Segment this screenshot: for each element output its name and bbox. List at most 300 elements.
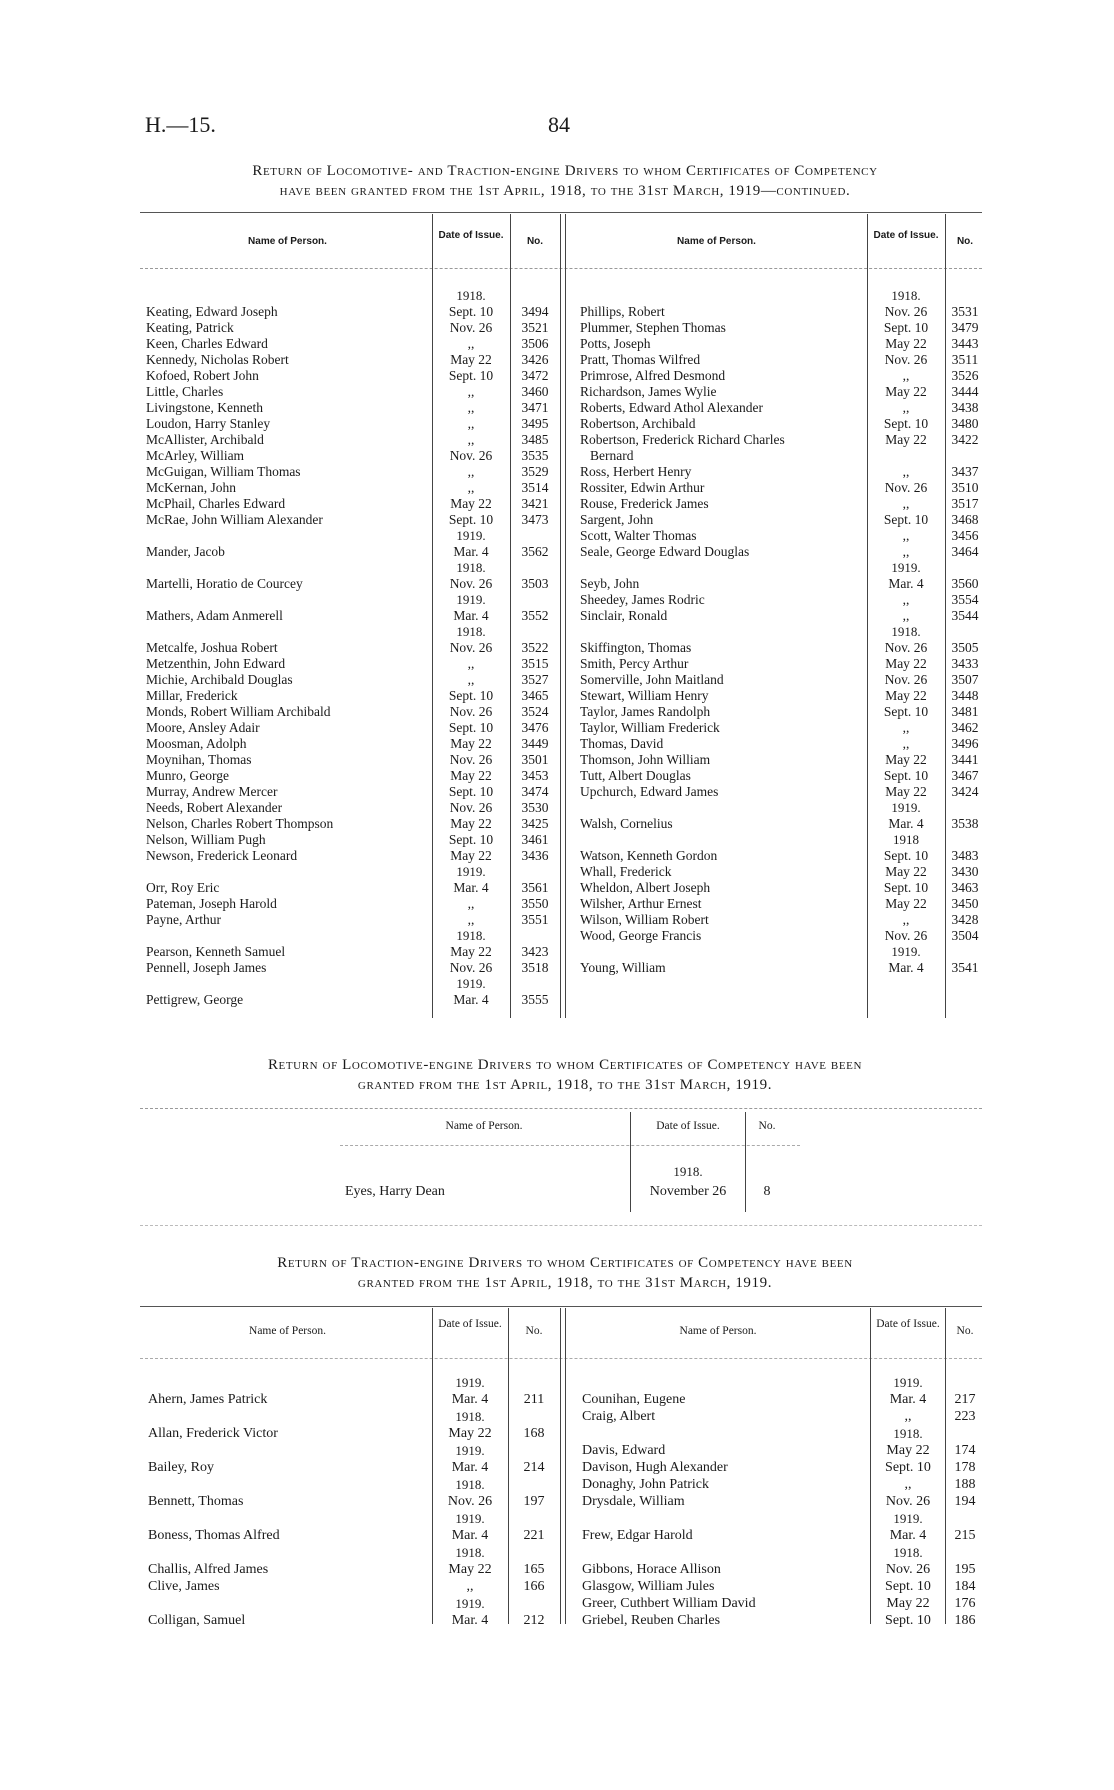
document-reference: H.—15.	[145, 112, 216, 137]
table-row	[580, 400, 985, 416]
table-row	[146, 736, 558, 752]
year-row	[345, 1162, 795, 1182]
issue-date: Mar. 4	[888, 816, 924, 831]
section2-rows	[345, 1162, 795, 1202]
person-name: Robertson, Frederick Richard Charles	[580, 432, 785, 447]
issue-date: Nov. 26	[885, 1562, 931, 1577]
person-name: Seyb, John	[580, 576, 640, 591]
person-name: Martelli, Horatio de Courcey	[146, 576, 303, 591]
person-name: Wilsher, Arthur Ernest	[580, 896, 702, 911]
certificate-number: 176	[954, 1596, 976, 1611]
certificate-number: 215	[954, 1528, 976, 1543]
section3-top-rule	[140, 1306, 982, 1307]
issue-date: May 22	[885, 336, 927, 351]
issue-date: 1919.	[891, 944, 921, 959]
person-name: Wood, George Francis	[580, 928, 702, 943]
table-row	[580, 528, 985, 544]
section2-title-line2: granted from the 1st April, 1918, to the 31st March, 1919.	[357, 1077, 773, 1093]
year-row	[582, 1544, 985, 1561]
certificate-number: 3550	[521, 896, 549, 911]
person-name: Mander, Jacob	[146, 544, 225, 559]
issue-date: Sept. 10	[883, 880, 929, 895]
table-row	[582, 1561, 985, 1578]
certificate-number: 3463	[951, 880, 979, 895]
person-name: Munro, George	[146, 768, 229, 783]
certificate-number: 3462	[951, 720, 979, 735]
certificate-number: 3494	[521, 304, 549, 319]
issue-date: ,,	[902, 912, 910, 927]
certificate-number: 3514	[521, 480, 549, 495]
issue-date: ,,	[902, 464, 910, 479]
table-row	[146, 448, 558, 464]
person-name: Gibbons, Horace Allison	[582, 1562, 721, 1577]
person-name: Counihan, Eugene	[582, 1392, 686, 1407]
table-row	[148, 1391, 558, 1408]
person-name: Somerville, John Maitland	[580, 672, 724, 687]
certificate-number: 3444	[951, 384, 979, 399]
issue-date: ,,	[467, 432, 475, 447]
person-name: Pratt, Thomas Wilfred	[580, 352, 701, 367]
table-row	[580, 464, 985, 480]
year-row	[580, 560, 985, 576]
person-name: Sinclair, Ronald	[580, 608, 668, 623]
person-name: Frew, Edgar Harold	[582, 1528, 693, 1543]
person-name: Pateman, Joseph Harold	[146, 896, 277, 911]
certificate-number: 3555	[521, 992, 549, 1007]
person-name: Tutt, Albert Douglas	[580, 768, 691, 783]
person-name: Seale, George Edward Douglas	[580, 544, 750, 559]
certificate-number: 3460	[521, 384, 549, 399]
table-row	[580, 704, 985, 720]
person-name: Moosman, Adolph	[146, 736, 247, 751]
person-name: Pettigrew, George	[146, 992, 244, 1007]
certificate-number: 3437	[951, 464, 979, 479]
table-row	[582, 1578, 985, 1595]
column-header-date: Date of Issue.	[656, 1120, 720, 1132]
table-row	[580, 752, 985, 768]
certificate-number: 3461	[521, 832, 549, 847]
certificate-number: 3526	[951, 368, 979, 383]
person-name: Walsh, Cornelius	[580, 816, 673, 831]
certificate-number: 3485	[521, 432, 549, 447]
person-name: Greer, Cuthbert William David	[582, 1596, 756, 1611]
certificate-number: 3522	[521, 640, 549, 655]
certificate-number: 194	[954, 1494, 976, 1509]
table-row	[146, 784, 558, 800]
issue-date: ,,	[467, 336, 475, 351]
issue-date: 1918.	[893, 1545, 923, 1560]
table-row	[580, 544, 985, 560]
person-name: McKernan, John	[146, 480, 236, 495]
issue-date: Nov. 26	[449, 576, 493, 591]
issue-date: Sept. 10	[448, 368, 494, 383]
certificate-number: 3467	[951, 768, 979, 783]
person-name: Challis, Alfred James	[148, 1562, 269, 1577]
certificate-number: 3505	[951, 640, 979, 655]
issue-date: Nov. 26	[885, 1494, 931, 1509]
issue-date: Sept. 10	[885, 1579, 931, 1594]
issue-date: Sept. 10	[448, 720, 494, 735]
issue-date: ,,	[467, 656, 475, 671]
issue-date: Sept. 10	[883, 512, 929, 527]
table-row	[580, 304, 985, 320]
year-row	[148, 1544, 558, 1561]
person-name: McAllister, Archibald	[146, 432, 264, 447]
table-row	[146, 368, 558, 384]
certificate-number: 3538	[951, 816, 979, 831]
issue-date: 1918	[893, 832, 919, 847]
certificate-number: 3449	[521, 736, 549, 751]
issue-date: Sept. 10	[448, 688, 494, 703]
table-row	[582, 1408, 985, 1425]
person-name: Craig, Albert	[582, 1409, 656, 1424]
certificate-number: 178	[954, 1460, 976, 1475]
certificate-number: 212	[523, 1613, 545, 1628]
issue-date: ,,	[467, 912, 475, 927]
table-row	[146, 384, 558, 400]
table-row	[580, 496, 985, 512]
certificate-number: 3506	[521, 336, 549, 351]
issue-date: Nov. 26	[449, 640, 493, 655]
issue-date: Mar. 4	[453, 992, 489, 1007]
table-row	[582, 1476, 985, 1493]
issue-date: ,,	[902, 368, 910, 383]
issue-date: May 22	[885, 896, 927, 911]
table-row	[345, 1182, 795, 1202]
certificate-number: 3448	[951, 688, 979, 703]
person-name: Sheedey, James Rodric	[580, 592, 705, 607]
column-header-date: Date of Issue.	[438, 230, 504, 241]
certificate-number: 166	[523, 1579, 545, 1594]
issue-date: May 22	[448, 1426, 492, 1441]
table-row	[146, 896, 558, 912]
issue-date: May 22	[885, 384, 927, 399]
issue-date: May 22	[885, 688, 927, 703]
issue-date: Mar. 4	[888, 960, 924, 975]
certificate-number: 3476	[521, 720, 549, 735]
section3-right-rows	[582, 1374, 985, 1629]
person-name: Pennell, Joseph James	[146, 960, 267, 975]
certificate-number: 214	[523, 1460, 545, 1475]
table-row	[146, 848, 558, 864]
table-row	[580, 688, 985, 704]
person-name: Glasgow, William Jules	[582, 1579, 715, 1594]
certificate-number: 3510	[951, 480, 979, 495]
certificate-number: 3541	[951, 960, 979, 975]
person-name: Rouse, Frederick James	[580, 496, 709, 511]
issue-date: Mar. 4	[453, 544, 489, 559]
person-name: Moore, Ansley Adair	[146, 720, 260, 735]
column-header-name: Name of Person.	[249, 1325, 326, 1337]
year-row	[148, 1510, 558, 1527]
person-name: Newson, Frederick Leonard	[146, 848, 298, 863]
person-name: Moynihan, Thomas	[146, 752, 252, 767]
certificate-number: 3474	[521, 784, 549, 799]
year-row	[146, 288, 558, 304]
person-name: Scott, Walter Thomas	[580, 528, 697, 543]
certificate-number: 3530	[521, 800, 549, 815]
table-row	[146, 304, 558, 320]
certificate-number: 3464	[951, 544, 979, 559]
issue-date: Nov. 26	[884, 304, 928, 319]
issue-date: ,,	[467, 416, 475, 431]
issue-date: Nov. 26	[884, 640, 928, 655]
issue-date: 1918.	[455, 1477, 485, 1492]
person-name: McPhail, Charles Edward	[146, 496, 286, 511]
year-row	[146, 624, 558, 640]
person-name: Bennett, Thomas	[148, 1494, 244, 1509]
certificate-number: 3529	[521, 464, 549, 479]
table-row	[146, 672, 558, 688]
certificate-number: 3436	[521, 848, 549, 863]
table-row	[580, 576, 985, 592]
table-row	[580, 336, 985, 352]
certificate-number: 3504	[951, 928, 979, 943]
issue-date: 1919.	[456, 864, 486, 879]
certificate-number: 3424	[951, 784, 979, 799]
issue-date: 1919.	[455, 1511, 485, 1526]
table-row	[146, 336, 558, 352]
issue-date: ,,	[902, 736, 910, 751]
certificate-number: 3438	[951, 400, 979, 415]
issue-date: Nov. 26	[884, 672, 928, 687]
person-name: Millar, Frederick	[146, 688, 238, 703]
issue-date: Nov. 26	[884, 480, 928, 495]
issue-date: 1919.	[456, 976, 486, 991]
table-row	[580, 432, 985, 448]
table-row	[580, 512, 985, 528]
column-header-no: No.	[526, 236, 544, 247]
table-row	[582, 1595, 985, 1612]
person-name: Ahern, James Patrick	[148, 1392, 268, 1407]
column-header-name: Name of Person.	[248, 236, 327, 247]
table-row	[580, 960, 985, 976]
person-name: Nelson, Charles Robert Thompson	[146, 816, 334, 831]
certificate-number: 184	[954, 1579, 976, 1594]
table-row	[580, 384, 985, 400]
issue-date: 1918.	[456, 560, 486, 575]
person-name: Rossiter, Edwin Arthur	[580, 480, 705, 495]
table-row	[146, 656, 558, 672]
issue-date: 1919.	[456, 592, 486, 607]
year-row	[148, 1408, 558, 1425]
table-row	[582, 1442, 985, 1459]
table-row	[580, 592, 985, 608]
certificate-number: 3473	[521, 512, 549, 527]
table-row	[148, 1561, 558, 1578]
person-name: Skiffington, Thomas	[580, 640, 692, 655]
issue-date: ,,	[904, 1409, 912, 1424]
person-name: Payne, Arthur	[146, 912, 221, 927]
person-name: McArley, William	[146, 448, 245, 463]
person-name: McGuigan, William Thomas	[146, 464, 301, 479]
year-row	[580, 800, 985, 816]
person-name: Drysdale, William	[582, 1494, 685, 1509]
table-row	[580, 848, 985, 864]
person-name: Bernard	[590, 448, 634, 463]
person-name: Nelson, William Pugh	[146, 832, 266, 847]
section1-header-rule	[140, 268, 982, 269]
issue-date: ,,	[467, 464, 475, 479]
year-row	[148, 1595, 558, 1612]
year-row	[580, 832, 985, 848]
person-name: Murray, Andrew Mercer	[146, 784, 278, 799]
issue-date: 1918.	[456, 624, 486, 639]
issue-date: ,,	[467, 896, 475, 911]
column-header-name: Name of Person.	[677, 236, 756, 247]
issue-date: May 22	[885, 656, 927, 671]
issue-date: ,,	[467, 400, 475, 415]
certificate-number: 3531	[951, 304, 979, 319]
certificate-number: 3423	[521, 944, 549, 959]
certificate-number: 3524	[521, 704, 549, 719]
table-row	[582, 1612, 985, 1629]
table-row	[148, 1578, 558, 1595]
table-row	[146, 752, 558, 768]
issue-date: May 22	[450, 816, 492, 831]
issue-date: 1918.	[456, 928, 486, 943]
certificate-number: 3562	[521, 544, 549, 559]
person-name: Keen, Charles Edward	[146, 336, 268, 351]
certificate-number: 3465	[521, 688, 549, 703]
table-row	[580, 368, 985, 384]
issue-date: Sept. 10	[883, 768, 929, 783]
column-header-name: Name of Person.	[679, 1325, 757, 1337]
table-row	[148, 1425, 558, 1442]
person-name: Phillips, Robert	[580, 304, 665, 319]
table-row	[146, 880, 558, 896]
person-name: Robertson, Archibald	[580, 416, 696, 431]
issue-date: Sept. 10	[448, 832, 494, 847]
column-header-date: Date of Issue.	[876, 1318, 940, 1330]
certificate-number: 3453	[521, 768, 549, 783]
certificate-number: 3561	[521, 880, 549, 895]
table-row	[146, 912, 558, 928]
issue-date: Nov. 26	[884, 352, 928, 367]
certificate-number: 186	[954, 1613, 976, 1628]
issue-date: 1919.	[455, 1443, 485, 1458]
person-name: Kennedy, Nicholas Robert	[146, 352, 289, 367]
certificate-number: 3552	[521, 608, 549, 623]
table-row	[146, 640, 558, 656]
column-header-no: No.	[525, 1325, 543, 1337]
table-row	[146, 576, 558, 592]
year-row	[582, 1374, 985, 1391]
issue-date: 1919.	[893, 1375, 923, 1390]
person-name: Colligan, Samuel	[148, 1613, 246, 1628]
column-header-date: Date of Issue.	[438, 1318, 502, 1330]
certificate-number: 197	[523, 1494, 545, 1509]
issue-date: May 22	[885, 864, 927, 879]
issue-date: Sept. 10	[883, 704, 929, 719]
column-header-no: No.	[956, 1325, 974, 1337]
person-name: Keating, Patrick	[146, 320, 234, 335]
table-row	[580, 784, 985, 800]
issue-date: May 22	[450, 736, 492, 751]
table-row	[580, 912, 985, 928]
person-name: Thomas, David	[580, 736, 664, 751]
table-row	[580, 352, 985, 368]
table-row	[146, 416, 558, 432]
person-name: Davison, Hugh Alexander	[582, 1460, 728, 1475]
person-name: Young, William	[580, 960, 666, 975]
certificate-number: 3511	[951, 352, 979, 367]
person-name: Mathers, Adam Anmerell	[146, 608, 283, 623]
issue-date: 1918.	[456, 288, 486, 303]
issue-date: Nov. 26	[449, 320, 493, 335]
issue-date: 1918.	[455, 1545, 485, 1560]
certificate-number: 3425	[521, 816, 549, 831]
person-name: Richardson, James Wylie	[580, 384, 717, 399]
issue-date: ,,	[466, 1579, 474, 1594]
section1-right-rows	[580, 288, 985, 976]
certificate-number: 3472	[521, 368, 549, 383]
section3-left-rows	[148, 1374, 558, 1629]
certificate-number: 168	[523, 1426, 545, 1441]
certificate-number: 3515	[521, 656, 549, 671]
person-name: Metcalfe, Joshua Robert	[146, 640, 278, 655]
certificate-number: 188	[954, 1477, 976, 1492]
person-name: Ross, Herbert Henry	[580, 464, 692, 479]
certificate-number: 3468	[951, 512, 979, 527]
certificate-number: 211	[523, 1392, 545, 1407]
year-row	[580, 624, 985, 640]
issue-date: 1919.	[456, 528, 486, 543]
issue-date: May 22	[886, 1596, 930, 1611]
year-row	[148, 1476, 558, 1493]
person-name: Plummer, Stephen Thomas	[580, 320, 726, 335]
table-row	[580, 720, 985, 736]
table-row	[146, 944, 558, 960]
section3-header-rule	[140, 1358, 982, 1359]
person-name: Smith, Percy Arthur	[580, 656, 689, 671]
issue-date: November 26	[649, 1184, 727, 1199]
issue-date: Mar. 4	[451, 1613, 489, 1628]
person-name: Upchurch, Edward James	[580, 784, 719, 799]
table-row	[148, 1527, 558, 1544]
certificate-number: 3517	[951, 496, 979, 511]
column-header-name: Name of Person.	[445, 1120, 523, 1132]
section1-divider	[560, 214, 561, 1018]
certificate-number: 3521	[521, 320, 549, 335]
table-row	[146, 816, 558, 832]
table-row	[580, 896, 985, 912]
year-row	[582, 1425, 985, 1442]
certificate-number: 3433	[951, 656, 979, 671]
certificate-number: 3481	[951, 704, 979, 719]
section2-title-line1: Return of Locomotive-engine Drivers to whom Certificates of Competency have been	[267, 1057, 863, 1073]
section3-title-line2: granted from the 1st April, 1918, to the 31st March, 1919.	[357, 1275, 773, 1291]
table-row	[146, 320, 558, 336]
person-name: Donaghy, John Patrick	[582, 1477, 710, 1492]
issue-date: ,,	[904, 1477, 912, 1492]
person-name: Monds, Robert William Archibald	[146, 704, 331, 719]
table-row	[582, 1493, 985, 1510]
issue-date: May 22	[450, 848, 492, 863]
person-name: Sargent, John	[580, 512, 654, 527]
certificate-number: 3483	[951, 848, 979, 863]
issue-date: 1919.	[455, 1596, 485, 1611]
issue-date: Sept. 10	[448, 784, 494, 799]
table-row	[580, 880, 985, 896]
certificate-number: 223	[954, 1409, 976, 1424]
issue-date: Nov. 26	[884, 928, 928, 943]
issue-date: Nov. 26	[449, 448, 493, 463]
page-number: 84	[548, 112, 570, 137]
table-row	[580, 608, 985, 624]
table-row	[146, 608, 558, 624]
issue-date: Mar. 4	[889, 1392, 927, 1407]
